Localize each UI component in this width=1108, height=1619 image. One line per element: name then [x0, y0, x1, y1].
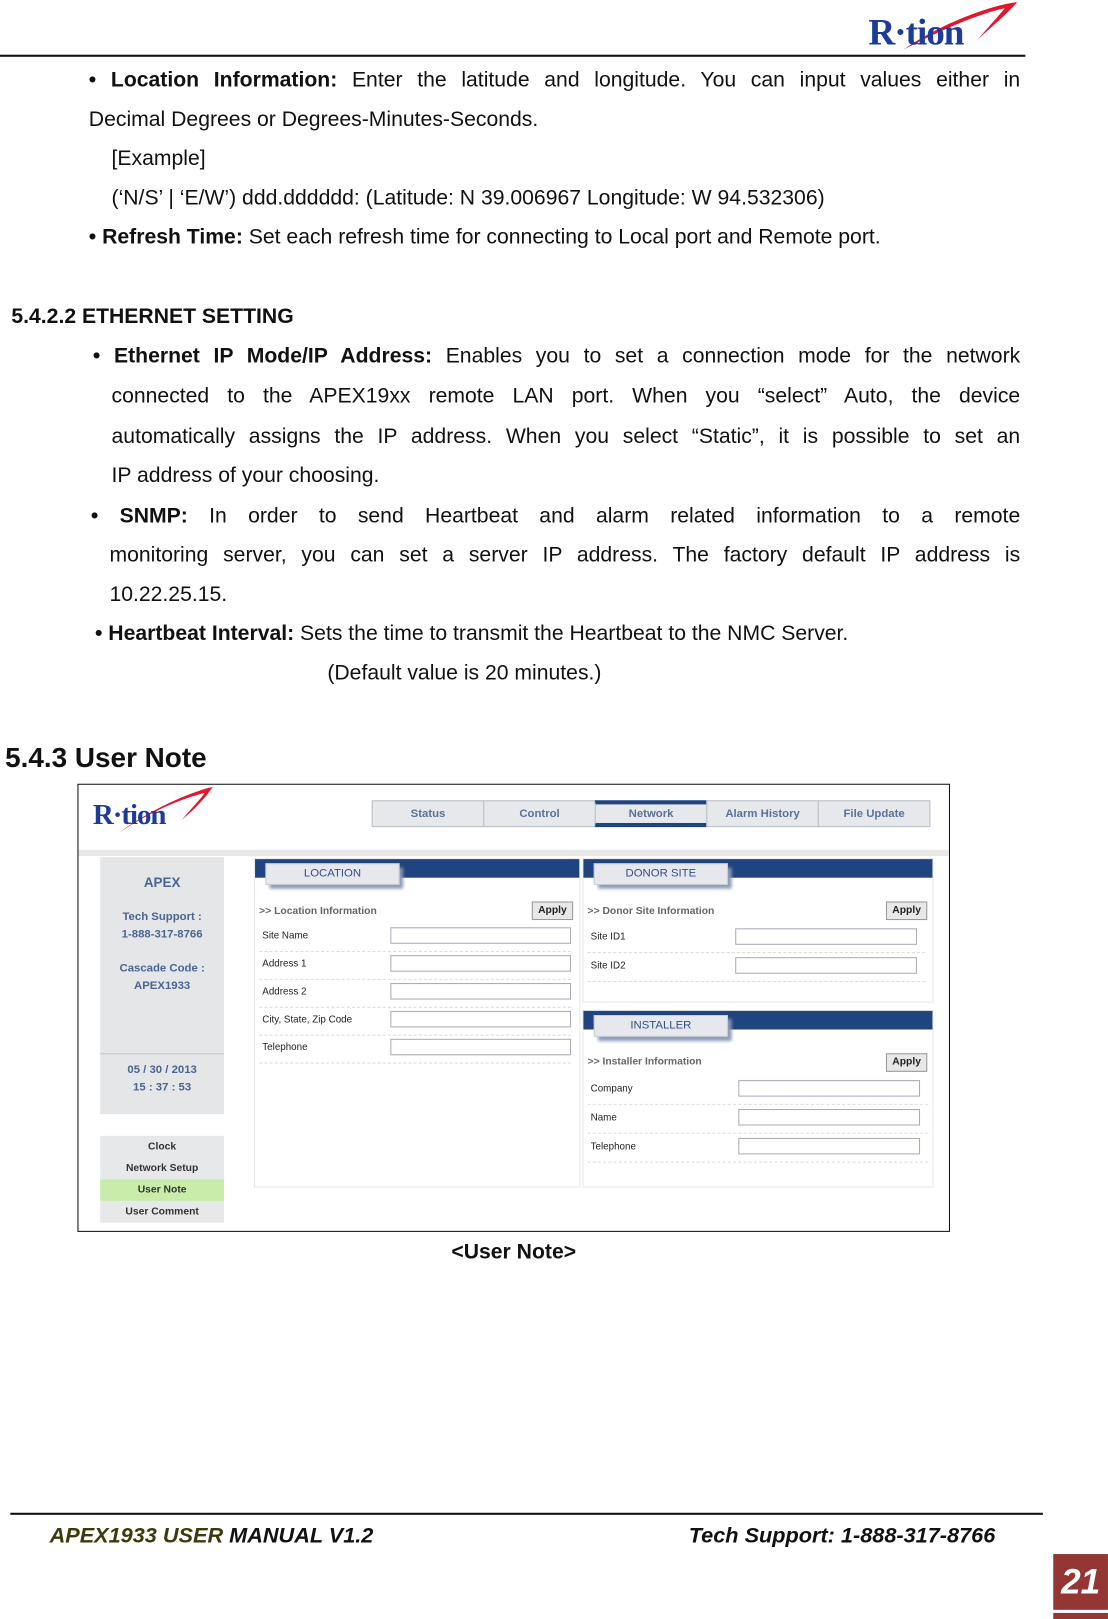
menu-network-setup[interactable]: Network Setup: [100, 1158, 224, 1180]
header-logo: [862, 0, 1027, 54]
field-label: Company: [590, 1083, 633, 1095]
field-label: Site Name: [262, 930, 309, 942]
form-row: [588, 925, 926, 953]
company-input[interactable]: [738, 1080, 920, 1097]
page-number: 21: [1061, 1562, 1101, 1602]
city-state-zip-input[interactable]: [390, 1011, 571, 1028]
term: • Refresh Time:: [88, 225, 243, 249]
form-row: [259, 980, 571, 1008]
text-line: automatically assigns the IP address. When you select “Static”, it is possible to set an: [111, 424, 1021, 449]
user-note-screenshot: [77, 784, 950, 1232]
term: • SNMP:: [90, 503, 188, 528]
desc: Set each refresh time for connecting to Local port and Remote port.: [242, 225, 881, 249]
form-row: [588, 1135, 929, 1163]
section-title: >> Donor Site Information: [587, 905, 715, 917]
logo-text: R·tion: [92, 799, 166, 832]
location-info-line: [89, 68, 1020, 93]
support-label: Tech Support :: [122, 910, 202, 924]
support-phone: 1-888-317-8766: [121, 928, 203, 941]
logo-text: R·tion: [868, 11, 964, 53]
tab-network[interactable]: Network: [595, 800, 708, 827]
location-panel: [254, 858, 580, 1187]
tab-control[interactable]: Control: [483, 800, 596, 827]
field-label: Site ID1: [590, 931, 626, 943]
form-row: [588, 1077, 929, 1105]
section-heading: 5.4.2.2 ETHERNET SETTING: [11, 304, 294, 329]
site-id1-input[interactable]: [735, 928, 917, 945]
date-display: 05 / 30 / 2013: [127, 1063, 197, 1076]
tab-file-update[interactable]: File Update: [818, 800, 931, 827]
tab-status[interactable]: Status: [372, 800, 485, 827]
desc: In order to send Heartbeat and alarm related information to a remote: [187, 503, 1021, 528]
text-line: Decimal Degrees or Degrees-Minutes-Seconds.: [88, 107, 539, 132]
heartbeat-line: [95, 622, 848, 647]
installer-telephone-input[interactable]: [738, 1138, 920, 1155]
site-name-input[interactable]: [390, 927, 571, 944]
site-id2-input[interactable]: [735, 957, 917, 974]
term: • Location Information:: [88, 68, 338, 92]
address2-input[interactable]: [390, 983, 571, 1000]
form-row: [259, 1008, 571, 1036]
footer-rule: [10, 1513, 1043, 1515]
ethernet-line: [93, 344, 1020, 369]
field-label: Address 2: [262, 986, 307, 998]
header-rule: [0, 55, 1025, 57]
page-badge-strip: [1053, 1613, 1108, 1619]
donor-site-tab: DONOR SITE: [594, 863, 728, 885]
time-display: 15 : 37 : 53: [133, 1081, 192, 1094]
installer-panel: [582, 1010, 933, 1188]
ui-logo: [91, 785, 215, 837]
text-line: 10.22.25.15.: [109, 582, 228, 607]
term: • Heartbeat Interval:: [94, 621, 295, 646]
menu-user-note[interactable]: User Note: [100, 1179, 224, 1201]
text-line: monitoring server, you can set a server IP address. The factory default IP address is: [109, 543, 1021, 567]
apply-button[interactable]: Apply: [532, 901, 573, 920]
field-label: Address 1: [262, 958, 307, 970]
menu-user-comment[interactable]: User Comment: [100, 1201, 224, 1223]
info-panel: [100, 857, 224, 1114]
section-heading: 5.4.3 User Note: [5, 742, 207, 774]
footer-title-product: APEX1933 USER: [49, 1524, 224, 1548]
refresh-time-line: [89, 225, 881, 250]
text-line: IP address of your choosing.: [111, 463, 380, 488]
telephone-input[interactable]: [390, 1039, 571, 1056]
desc: Enables you to set a connection mode for the network: [432, 343, 1021, 368]
name-input[interactable]: [738, 1109, 920, 1126]
device-title: APEX: [143, 874, 181, 891]
field-label: Telephone: [590, 1141, 636, 1153]
text-line: (‘N/S’ | ‘E/W’) ddd.dddddd: (Latitude: N 39.006967 Longitude: W 94.532306): [111, 185, 825, 210]
snmp-line: [91, 504, 1020, 529]
field-label: Site ID2: [590, 960, 626, 972]
field-label: Name: [590, 1112, 617, 1124]
text-line: (Default value is 20 minutes.): [327, 660, 602, 685]
header-band: [78, 850, 948, 856]
footer-title: [50, 1524, 374, 1549]
section-title: >> Location Information: [259, 905, 377, 917]
cascade-label: Cascade Code :: [119, 962, 205, 975]
page-number-badge: [1053, 1554, 1108, 1610]
desc: Enter the latitude and longitude. You can input values either in: [337, 68, 1021, 92]
installer-tab: INSTALLER: [594, 1015, 728, 1037]
footer-support: Tech Support: 1-888-317-8766: [688, 1524, 996, 1548]
figure-caption: <User Note>: [451, 1240, 577, 1264]
form-row: [259, 1036, 571, 1064]
apply-button[interactable]: Apply: [886, 901, 927, 920]
text-line: [Example]: [111, 146, 206, 171]
text-line: connected to the APEX19xx remote LAN port. When you “select” Auto, the device: [111, 384, 1021, 408]
form-row: [588, 954, 926, 982]
address1-input[interactable]: [390, 955, 571, 972]
cascade-code: APEX1933: [134, 979, 191, 993]
menu-clock[interactable]: Clock: [100, 1136, 224, 1158]
field-label: City, State, Zip Code: [262, 1014, 353, 1026]
footer-title-doc: MANUAL V1.2: [223, 1524, 374, 1548]
form-row: [259, 952, 571, 980]
section-title: >> Installer Information: [587, 1056, 702, 1068]
form-row: [588, 1106, 929, 1134]
apply-button[interactable]: Apply: [886, 1053, 927, 1072]
desc: Sets the time to transmit the Heartbeat to the NMC Server.: [294, 621, 849, 646]
term: • Ethernet IP Mode/IP Address:: [92, 343, 433, 368]
divider: [100, 1053, 224, 1054]
field-label: Telephone: [262, 1041, 308, 1054]
donor-site-panel: [582, 858, 933, 1003]
location-tab: LOCATION: [265, 863, 399, 885]
form-row: [259, 924, 571, 952]
tab-alarm-history[interactable]: Alarm History: [706, 800, 819, 827]
